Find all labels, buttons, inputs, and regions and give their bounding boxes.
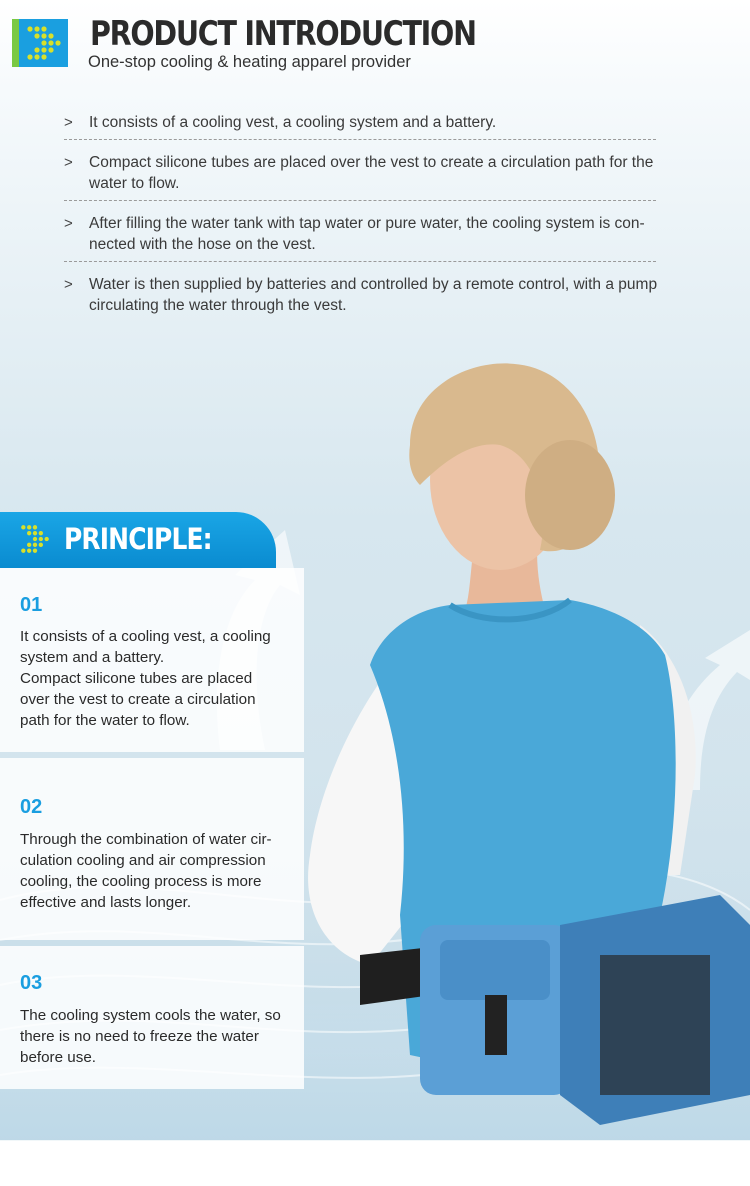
list-item-text: Water is then supplied by batteries and controlled by a remote control, with a pump circulating the water through the vest. <box>89 276 658 314</box>
chevron-right-icon: > <box>64 114 73 131</box>
card-number: 02 <box>20 796 43 818</box>
dotted-arrow-logo-icon <box>26 25 62 61</box>
chevron-right-icon: > <box>64 154 73 171</box>
list-item <box>64 274 684 322</box>
principle-card-02 <box>0 758 304 940</box>
list-item <box>64 152 656 201</box>
principle-header <box>0 512 276 568</box>
principle-title: PRINCIPLE: <box>64 522 212 556</box>
list-item <box>64 112 656 140</box>
list-item <box>64 213 656 262</box>
card-text: It consists of a cooling vest, a cooling system and a battery. Compact silicone tubes are placed over the vest to create a circulation path for the water to flow. <box>20 628 271 729</box>
dotted-arrow-logo-icon <box>20 524 50 554</box>
brand-logo-icon <box>12 19 68 67</box>
card-number: 01 <box>20 594 43 616</box>
page-title: PRODUCT INTRODUCTION <box>90 14 476 54</box>
list-item-text: Compact silicone tubes are placed over the vest to create a circulation path for the water to flow. <box>89 154 654 192</box>
principle-card-01 <box>0 568 304 752</box>
person-wearing-cooling-vest-image <box>300 355 750 1145</box>
intro-list <box>64 112 684 334</box>
chevron-right-icon: > <box>64 276 73 293</box>
card-text: Through the combination of water cir-culation cooling and air compression cooling, the cooling process is more effective and lasts longer. <box>20 831 272 911</box>
card-text: The cooling system cools the water, so there is no need to freeze the water before use. <box>20 1007 281 1066</box>
list-item-text: After filling the water tank with tap water or pure water, the cooling system is con-nected with the hose on the vest. <box>89 215 645 253</box>
chevron-right-icon: > <box>64 215 73 232</box>
card-number: 03 <box>20 972 43 994</box>
page-subtitle: One-stop cooling & heating apparel provider <box>88 53 411 71</box>
principle-card-03 <box>0 946 304 1089</box>
list-item-text: It consists of a cooling vest, a cooling system and a battery. <box>89 114 497 131</box>
